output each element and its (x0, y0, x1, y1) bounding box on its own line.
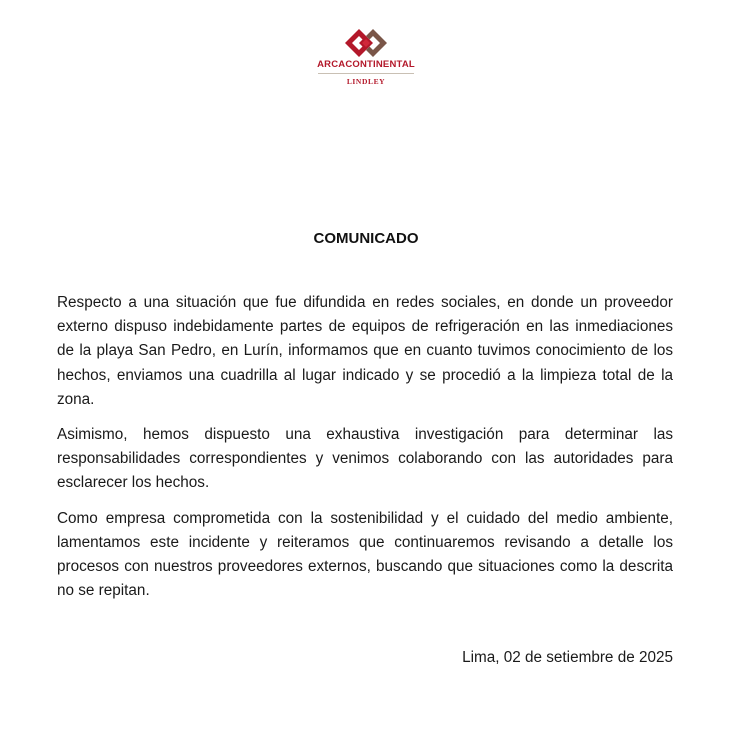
brand-divider (318, 73, 414, 74)
dateline: Lima, 02 de setiembre de 2025 (462, 649, 673, 666)
document-body (57, 291, 673, 614)
arca-continental-interlocking-mark-icon (344, 28, 388, 58)
sub-brand-name: LINDLEY (346, 77, 386, 86)
brand-name: ARCACONTINENTAL (317, 59, 415, 70)
paragraph-3: Como empresa comprometida con la sostenibilidad y el cuidado del medio ambiente, lamentamos este incidente y reiteramos que continuaremos revisando a detalle los procesos con nuestros proveedores externos, buscando que situaciones como la descrita no se repitan. (57, 509, 673, 600)
document-title: COMUNICADO (313, 230, 419, 247)
paragraph-1: Respecto a una situación que fue difundida en redes sociales, en donde un proveedor externo dispuso indebidamente partes de equipos de refrigeración en las inmediaciones de la playa San Pedro, en Lurín, informamos que en cuanto tuvimos conocimiento de los hechos, enviamos una cuadrilla al lugar indicado y se procedió a la limpieza total de la zona. (57, 294, 673, 408)
paragraph-2: Asimismo, hemos dispuesto una exhaustiva investigación para determinar las responsabilidades correspondientes y venimos colaborando con las autoridades para esclarecer los hechos. (57, 426, 673, 492)
company-logo (0, 28, 732, 86)
